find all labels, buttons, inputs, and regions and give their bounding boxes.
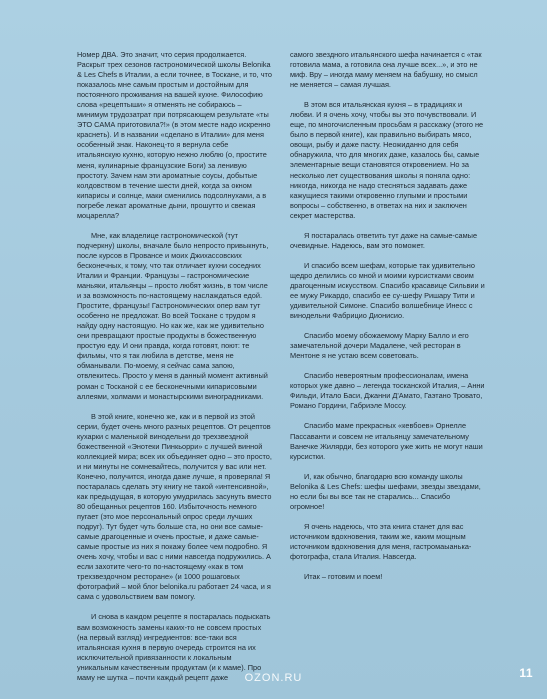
paragraph: Номер ДВА. Это значит, что серия продолжается. Раскрыт трех сезонов гастрономической школы Belonika & Les Chefs в Италии, а если точнее, в Тоскане, и то, что показалось мне самым простым и достойным для постоянного проживания на вашей кухне. Философию слова «рецептыши» я отменять не собираюсь – минимум трудозатрат при потрясающем результате «ты ЭТО САМА приготовила?!» (в этом месте надо искренно краснеть). И в названии «сделано в Италии» для меня особенный знак. Наконец-то я вернула себе итальянскую кухню, которую нежно люблю (о, простите меня, кулинарные французские Боги) за ленивую простоту. Зачем нам эти ароматные соусы, добытые колдовством в течение шести дней, когда за окном кипарисы и солнце, маки сменились подсолнухами, а в погребе лежат ароматные дыни, прошутто и свежая моцарелла? [77, 50, 272, 220]
paragraph: Спасибо моему обожаемому Марку Балло и его замечательной дочери Мадалене, чей ресторан в Ментоне я не устаю всем советовать. [290, 331, 469, 361]
paragraph: И спасибо всем шефам, которые так удивительно щедро делились со мной и моими курсистками своим драгоценным искусством. Спасибо красавице Сильвии и ее мужу Рикардо, спасибо ее су-шефу Ришару Тити и удивительной Симоне. Спасибо волшебнице Инесс с винодельни Фабрицио Дионисио. [290, 260, 485, 321]
paragraph: И, как обычно, благодарю всю команду школы Belonika & Les Chefs: шефы шефами, звезды звездами, но если бы вы все так не старались... Спасибо огромное! [290, 471, 481, 511]
paragraph: Мне, как владелице гастрономической (тут подчеркну) школы, вначале было непросто привыкнуть, после курсов в Провансе и моих Джихассовских бесконечных, к тому, что так отличает кухни соседних Италии и Франции. Французы – гастрономические маньяки, итальянцы – просто любят жизнь, в том числе и за возможность по-настоящему наслаждаться едой. Простите, французы! Гастрономических опер вам тут особенно не предложат. Во всей Тоскане с трудом я найду одну настоящую. Но как же, как же удивительно они превращают простые продукты в божественную простую еду. И они правда, когда готовят, поют: те фильмы, что я так любила в детстве, меня не обманывали. По-моему, я сейчас сама запою, отвлекитесь. Просто у меня в данный момент активный роман с Тосканой с ее бесконечными кипарисовыми аллеями, холмами и монастырскими виноградниками. [77, 230, 269, 401]
left-text-column [77, 50, 273, 693]
paragraph: самого звездного итальянского шефа начинается с «так готовила мама, а готовила она лучше всех...», и это не миф. Вру – иногда маму меняем на бабушку, но смысл не меняется – самая лучшая. [290, 50, 482, 90]
paragraph: В этом вся итальянская кухня – в традициях и любви. И я очень хочу, чтобы вы это почувствовали. И еще, по многочисленным просьбам я расскажу (этого не было в первой книге), как правильно выбирать мясо, овощи, рыбу и даже пасту. Неожиданно для себя обнаружила, что для многих даже, казалось бы, самые элементарные вещи становятся откровением. Но за несколько лет существования школы я поняла одно: никогда, никогда не надо стесняться задавать даже кажущиеся такими откровенно глупыми и простыми вопросы – собственно, в ответах на них и заключен секрет мастерства. [290, 100, 484, 220]
paragraph: Спасибо маме прекрасных «кевбоев» Орнелле Пассаванти и совсем не итальянцу замечательному Ванечке Жилярди, без которого уже жить не могут наши курсистки. [290, 421, 483, 461]
paragraph: Спасибо невероятным профессионалам, имена которых уже давно – легенда тосканской Италия, – Анни Фильди, Итало Баси, Джанни Д'Амато, Гаэтано Тровато, Романо Гордини, Габриэле Моссу. [290, 371, 485, 411]
paragraph: И снова в каждом рецепте я постаралась подыскать вам возможность замены каких-то не совсем простых (на первый взгляд) ингредиентов: все-таки вся итальянская кухня в первую очередь строится на их исключительной привязанности к локальным уникальным качественным продуктам (и к маме). Про маму не шутка – почти каждый рецепт даже [77, 612, 271, 682]
right-text-column [290, 50, 486, 592]
paragraph: Я очень надеюсь, что эта книга станет для вас источником вдохновения, таким же, каким мощным источником вдохновения для меня, гастромаыанька-фотографа, стала Италия. Навсегда. [290, 521, 472, 561]
paragraph: В этой книге, конечно же, как и в первой из этой серии, будет очень много разных рецептов. От рецептов кухарки с маленькой винодельни до трехзвездной божественной «Энотеки Пинкьорри» с лучшей винной коллекцией мира; всех их объединяет одно – это просто, и ни минуты не сомневайтесь, получится у вас или нет. Конечно, получится, иногда даже лучше, я проверяла! Я постаралась сделать эту книгу не такой «интенсивной», как предыдущая, в которую умудрилась засунуть вместо 80 обещанных рецептов 160. Избыточность немного пугает (это мое персональный опрос среди лучших подруг). Тут будет чуть больше ста, но они все самые-самые драгоценные и очень простые, и даже самые-самые простые из них я покажу более чем подробно. Я очень хочу, чтобы и вас с ними навсегда подружились. А если захотите чего-то по-настоящему «как в том трехзвездочном ресторане» (и 1000 рошаговых фотографий – мой блог belonika.ru работает 24 часа, и я сама с удовольствием вам помогу. [77, 411, 272, 602]
page-number: 11 [519, 666, 533, 680]
paragraph: Итак – готовим и поем! [304, 572, 383, 582]
paragraph: Я постаралась ответить тут даже на самые-самые очевидные. Надеюсь, вам это поможет. [290, 230, 478, 250]
watermark: OZON.RU [244, 672, 303, 684]
